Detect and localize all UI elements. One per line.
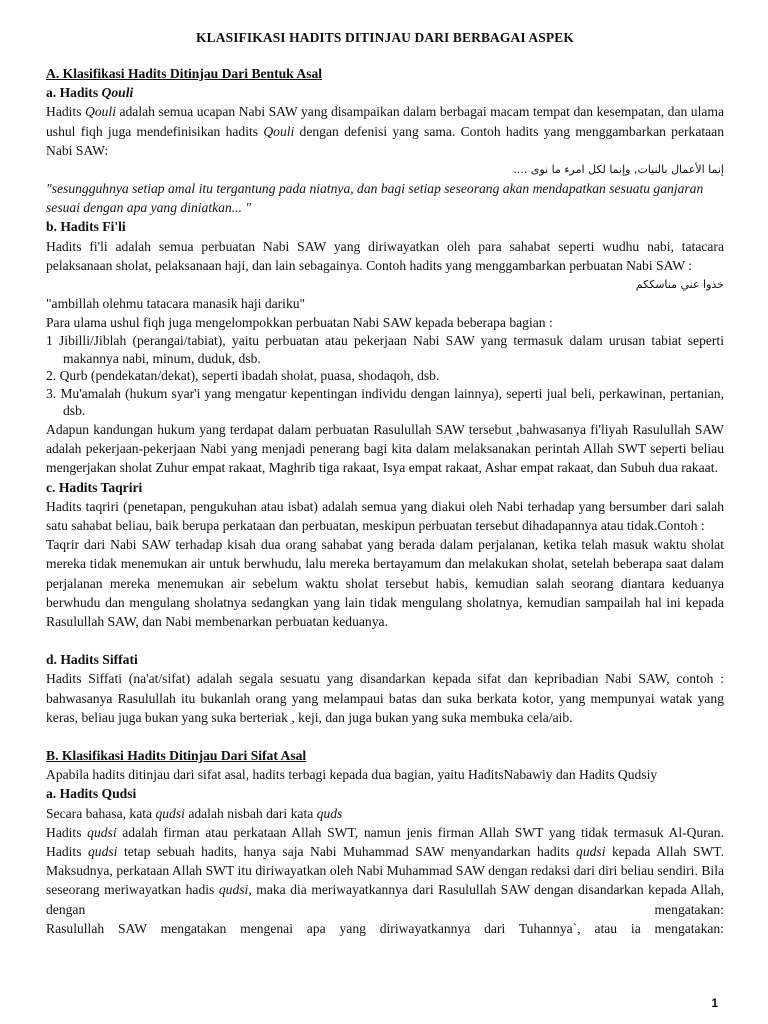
qudsi-p2-c: tetap sebuah hadits, hanya saja Nabi Muhammad SAW menyandarkan hadits [117, 844, 577, 859]
hadits-fili-paragraph: Hadits fi'li adalah semua perbuatan Nabi SAW yang diriwayatkan oleh para sahabat seperti wudhu nabi, tatacara pelaksanaan sholat, pelaksanaan haji, dan lain sebagainya. Contoh hadits yang menggambarkan perbuatan Nabi SAW : [46, 238, 724, 273]
fili-paragraph-2: Para ulama ushul fiqh juga mengelompokkan perbuatan Nabi SAW kepada beberapa bagian : [46, 315, 553, 331]
fili-list-item-2: 2. Qurb (pendekatan/dekat), seperti ibadah sholat, puasa, shodaqoh, dsb. [46, 368, 440, 384]
qouli-p1-term2: Qouli [263, 123, 295, 139]
hadits-qudsi-heading: a. Hadits Qudsi [46, 786, 137, 802]
hadits-qouli-heading-term: Qouli [101, 85, 134, 101]
fili-translation-quote: "ambillah olehmu tatacara manasik haji dariku" [46, 296, 306, 312]
qouli-translation-quote: "sesungguhnya setiap amal itu tergantung pada niatnya, dan bagi setiap seseorang akan mendapatkan sesuatu ganjaran sesuai dengan apa yang diniatkan... " [46, 181, 704, 216]
hadits-qouli-heading-prefix: a. Hadits [46, 85, 102, 101]
qudsi-p2-t3: qudsi [576, 844, 606, 859]
qouli-arabic-text: إنما الأعمال بالنيات, وإنما لكل امرء ما نوى .... [513, 163, 724, 177]
fili-list-item-3: 3. Mu'amalah (hukum syar'i yang mengatur kepentingan individu dengan lainnya), seperti jual beli, perkawinan, pertanian, dsb. [46, 385, 724, 419]
hadits-qouli-heading [46, 83, 724, 102]
qudsi-p2-t4: qudsi [218, 882, 249, 898]
spacer [46, 727, 724, 746]
hadits-fili-heading: b. Hadits Fi'li [46, 219, 126, 235]
siffati-paragraph: Hadits Siffati (na'at/sifat) adalah segala sesuatu yang disandarkan kepada sifat dan kepribadian Nabi SAW, contoh : bahwasanya Rasulullah itu bukanlah orang yang melampaui batas dan suka berkata kotor, yang mempunyai watak yang keras, beliau juga bukan yang suka berteriak , keji, dan juga bukan yang suka membuka cela/aib. [46, 671, 724, 725]
taqriri-paragraph-2: Taqrir dari Nabi SAW terhadap kisah dua orang sahabat yang berada dalam perjalanan, ketika telah masuk waktu sholat mereka tidak menemukan air untuk berwhudu, lalu mereka bertayamum dan melakukan sholat, setelah beberapa saat dalam perjalanan mereka menemukan air sebelum waktu sholat tersebut habis, kemudian salah seorang diantara keduanya berwhudu dan mengulang sholatnya sedangkan yang lain tidak mengulang sholatnya, kemudian sampailah hal ini kepada Rasulullah SAW, dan Nabi membenarkan perbuatan keduanya. [46, 537, 724, 629]
fili-paragraph-3: Adapun kandungan hukum yang terdapat dalam perbuatan Rasulullah SAW tersebut ,bahwasanya fi'liyah Rasulullah SAW adalah pekerjaan-pekerjaan Nabi yang menjadi penerang bagi kita dalam melaksanakan perintah Allah SWT seperti beliau mengerjakan sholat Zuhur empat rakaat, Maghrib tiga rakaat, Isya empat rakaat, Ashar empat rakaat, dan Subuh dua rakaat. [46, 421, 724, 476]
document-title: KLASIFIKASI HADITS DITINJAU DARI BERBAGAI ASPEK [196, 30, 574, 45]
qudsi-p2-a: Hadits [46, 824, 88, 840]
qudsi-p1-b: adalah nisbah dari kata [184, 805, 317, 821]
page-number: 1 [711, 996, 718, 1010]
qudsi-p1-a: Secara bahasa, kata [46, 805, 156, 821]
qouli-p1-term: Qouli [85, 104, 116, 120]
hadits-siffati-heading: d. Hadits Siffati [46, 652, 138, 668]
section-b-heading: B. Klasifikasi Hadits Ditinjau Dari Sifat Asal [46, 747, 307, 763]
qudsi-p2-b: adalah firman atau perkataan Allah SWT, namun jenis firman Allah SWT yang tidak termasuk Al-Quran. Hadits [46, 824, 724, 859]
qudsi-p1-term2: quds [316, 805, 343, 821]
hadits-taqriri-heading: c. Hadits Taqriri [46, 479, 143, 495]
qudsi-p2-t2: qudsi [88, 844, 118, 859]
section-a-heading: A. Klasifikasi Hadits Ditinjau Dari Bentuk Asal [46, 66, 323, 81]
taqriri-paragraph-1: Hadits taqriri (penetapan, pengukuhan atau isbat) adalah semua yang diakui oleh Nabi terhadap yang bersumber dari salah satu sahabat beliau, baik berupa perkataan dan perbuatan, meskipun perbuatan tersebut dihadapannya atau tidak.Contoh : [46, 498, 724, 533]
qudsi-p2-d: kepada Allah SWT. Maksudnya, perkataan Allah SWT itu diriwayatkan oleh Nabi Muhammad SAW dengan redaksi dari diri beliau sendiri. Bila seseorang meriwayatkan hadis [46, 844, 724, 898]
qudsi-p2-t1: qudsi [87, 824, 117, 840]
spacer [46, 631, 724, 650]
hadits-qouli-paragraph [46, 102, 724, 160]
qudsi-paragraph-3: Rasulullah SAW mengatakan mengenai apa yang diriwayatkannya dari Tuhannya`, atau ia mengatakan: [46, 920, 724, 936]
fili-list-item-1: 1 Jibilli/Jiblah (perangai/tabiat), yaitu perbuatan atau pekerjaan Nabi SAW yang termasuk dalam urusan tabiat seperti makannya nabi, minum, duduk, dsb. [46, 333, 724, 366]
qudsi-p2-e: , maka dia meriwayatkannya dari Rasulullah SAW dengan disandarkan kepada Allah, dengan mengatakan: [46, 882, 725, 917]
section-b-intro: Apabila hadits ditinjau dari sifat asal, hadits terbagi kepada dua bagian, yaitu HaditsNabawiy dan Hadits Qudsiy [46, 767, 658, 783]
qudsi-paragraph-1 [46, 804, 724, 823]
qouli-p1-a: Hadits [46, 104, 85, 120]
fili-arabic-text: خذوا عني مناسككم [635, 278, 724, 292]
qouli-p1-c: dengan defenisi yang sama. Contoh hadits yang menggambarkan perkataan Nabi SAW: [46, 123, 724, 158]
qudsi-paragraph-2 [46, 823, 724, 919]
qouli-p1-b: adalah semua ucapan Nabi SAW yang disampaikan dalam berbagai macam tempat dan kesempatan, dan ulama ushul fiqh juga mendefinisikan hadits [46, 104, 724, 139]
qudsi-p1-term: qudsi [155, 805, 185, 821]
